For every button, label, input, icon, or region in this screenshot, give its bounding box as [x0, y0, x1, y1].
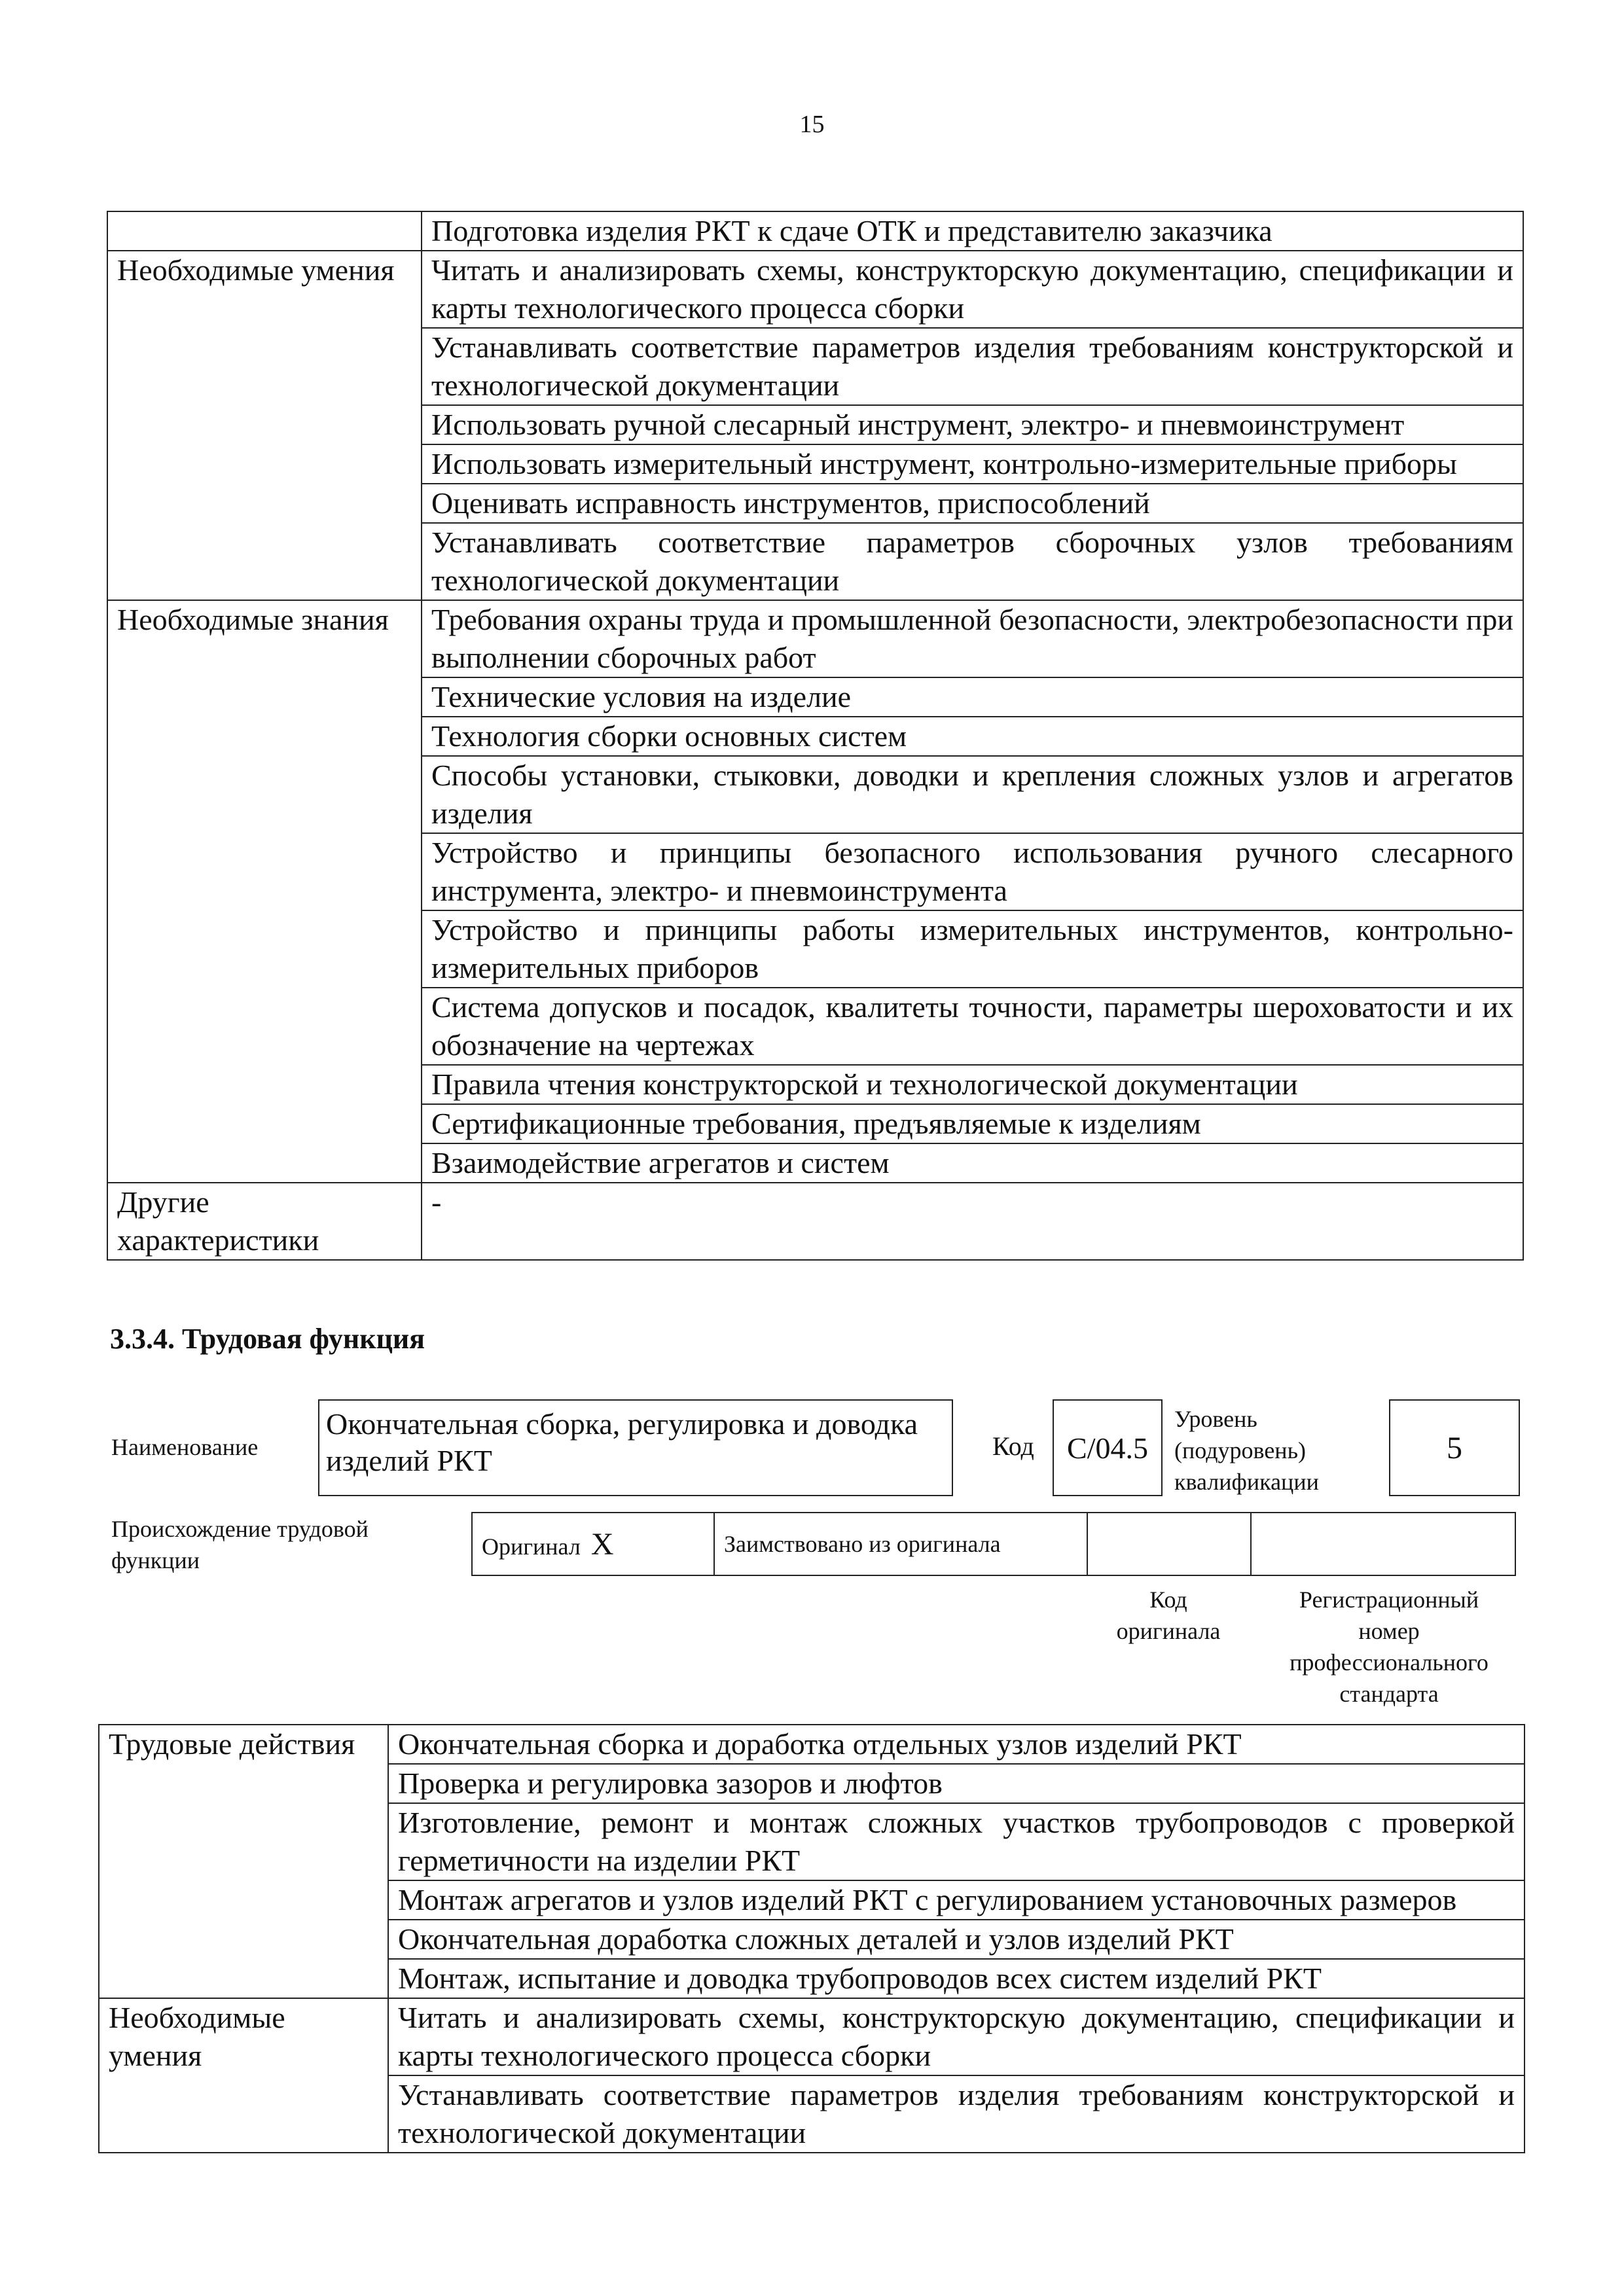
row-item: Технические условия на изделие [422, 677, 1523, 717]
row-item: Монтаж агрегатов и узлов изделий РКТ с регулированием установочных размеров [388, 1880, 1525, 1920]
origin-label: Происхождение трудовой функции [111, 1516, 369, 1573]
qualification-level-label: Уровень (подуровень) квалификации [1174, 1406, 1319, 1495]
row-item: Система допусков и посадок, квалитеты точности, параметры шероховатости и их обозначение на чертежах [422, 988, 1523, 1065]
row-item: Правила чтения конструкторской и технологической документации [422, 1065, 1523, 1104]
table1-body [107, 211, 1523, 1260]
borrowed-cell: Заимствовано из оригинала [714, 1513, 1087, 1575]
row-label [107, 211, 422, 251]
original-code-cell [1087, 1513, 1251, 1575]
level-box: 5 [1389, 1399, 1520, 1496]
row-item: Взаимодействие агрегатов и систем [422, 1143, 1523, 1183]
origin-cell: Оригинал X [472, 1513, 714, 1575]
row-label: Необходимые умения [99, 1998, 388, 2153]
row-item: - [422, 1183, 1523, 1260]
name-label: Наименование [111, 1434, 259, 1460]
row-item: Требования охраны труда и промышленной безопасности, электробезопасности при выполнении сборочных работ [422, 600, 1523, 677]
table-row [107, 211, 1523, 251]
row-item: Устанавливать соответствие параметров сборочных узлов требованиям технологической документации [422, 523, 1523, 600]
row-item: Устанавливать соответствие параметров изделия требованиям конструкторской и технологической документации [422, 328, 1523, 405]
section-title: 3.3.4. Трудовая функция [110, 1323, 425, 1355]
row-item: Проверка и регулировка зазоров и люфтов [388, 1764, 1525, 1803]
page-number: 15 [799, 111, 825, 138]
row-item: Использовать ручной слесарный инструмент, электро- и пневмоинструмент [422, 405, 1523, 444]
row-item: Устройство и принципы работы измерительных инструментов, контрольно-измерительных приборов [422, 910, 1523, 988]
code-box: C/04.5 [1053, 1399, 1163, 1496]
row-label: Трудовые действия [99, 1725, 388, 1998]
competency-table-1 [107, 211, 1524, 1261]
row-item: Устройство и принципы безопасного использования ручного слесарного инструмента, электро- и пневмоинструмента [422, 833, 1523, 910]
row-label: Необходимые знания [107, 600, 422, 1183]
table-row [107, 600, 1523, 677]
origin-mark: X [590, 1526, 614, 1562]
row-item: Способы установки, стыковки, доводки и крепления сложных узлов и агрегатов изделия [422, 756, 1523, 833]
row-item: Изготовление, ремонт и монтаж сложных участков трубопроводов с проверкой герметичности на изделии РКТ [388, 1803, 1525, 1880]
competency-table-2 [98, 1724, 1525, 2153]
row-item: Окончательная доработка сложных деталей и узлов изделий РКТ [388, 1920, 1525, 1959]
origin-table [471, 1512, 1516, 1576]
function-name-box: Окончательная сборка, регулировка и доводка изделий РКТ [318, 1399, 953, 1496]
registration-number-cell [1251, 1513, 1515, 1575]
table2-body [99, 1725, 1525, 2153]
row-item: Технология сборки основных систем [422, 717, 1523, 756]
caption-original-code: Код оригинала [1116, 1587, 1221, 1644]
row-item: Подготовка изделия РКТ к сдаче ОТК и представителю заказчика [422, 211, 1523, 251]
table-row [107, 251, 1523, 328]
table-row [107, 1183, 1523, 1260]
row-item: Использовать измерительный инструмент, контрольно-измерительные приборы [422, 444, 1523, 484]
row-item: Оценивать исправность инструментов, приспособлений [422, 484, 1523, 523]
row-item: Монтаж, испытание и доводка трубопроводов всех систем изделий РКТ [388, 1959, 1525, 1998]
row-label: Другие характеристики [107, 1183, 422, 1260]
code-label: Код [992, 1431, 1034, 1461]
table-row [99, 1725, 1525, 1764]
row-label: Необходимые умения [107, 251, 422, 600]
row-item: Окончательная сборка и доработка отдельных узлов изделий РКТ [388, 1725, 1525, 1764]
row-item: Читать и анализировать схемы, конструкторскую документацию, спецификации и карты технологического процесса сборки [388, 1998, 1525, 2075]
caption-registration-number: Регистрационный номер профессионального стандарта [1290, 1587, 1489, 1707]
row-item: Читать и анализировать схемы, конструкторскую документацию, спецификации и карты технологического процесса сборки [422, 251, 1523, 328]
row-item: Устанавливать соответствие параметров изделия требованиям конструкторской и технологической документации [388, 2075, 1525, 2153]
row-item: Сертификационные требования, предъявляемые к изделиям [422, 1104, 1523, 1143]
table-row [99, 1998, 1525, 2075]
